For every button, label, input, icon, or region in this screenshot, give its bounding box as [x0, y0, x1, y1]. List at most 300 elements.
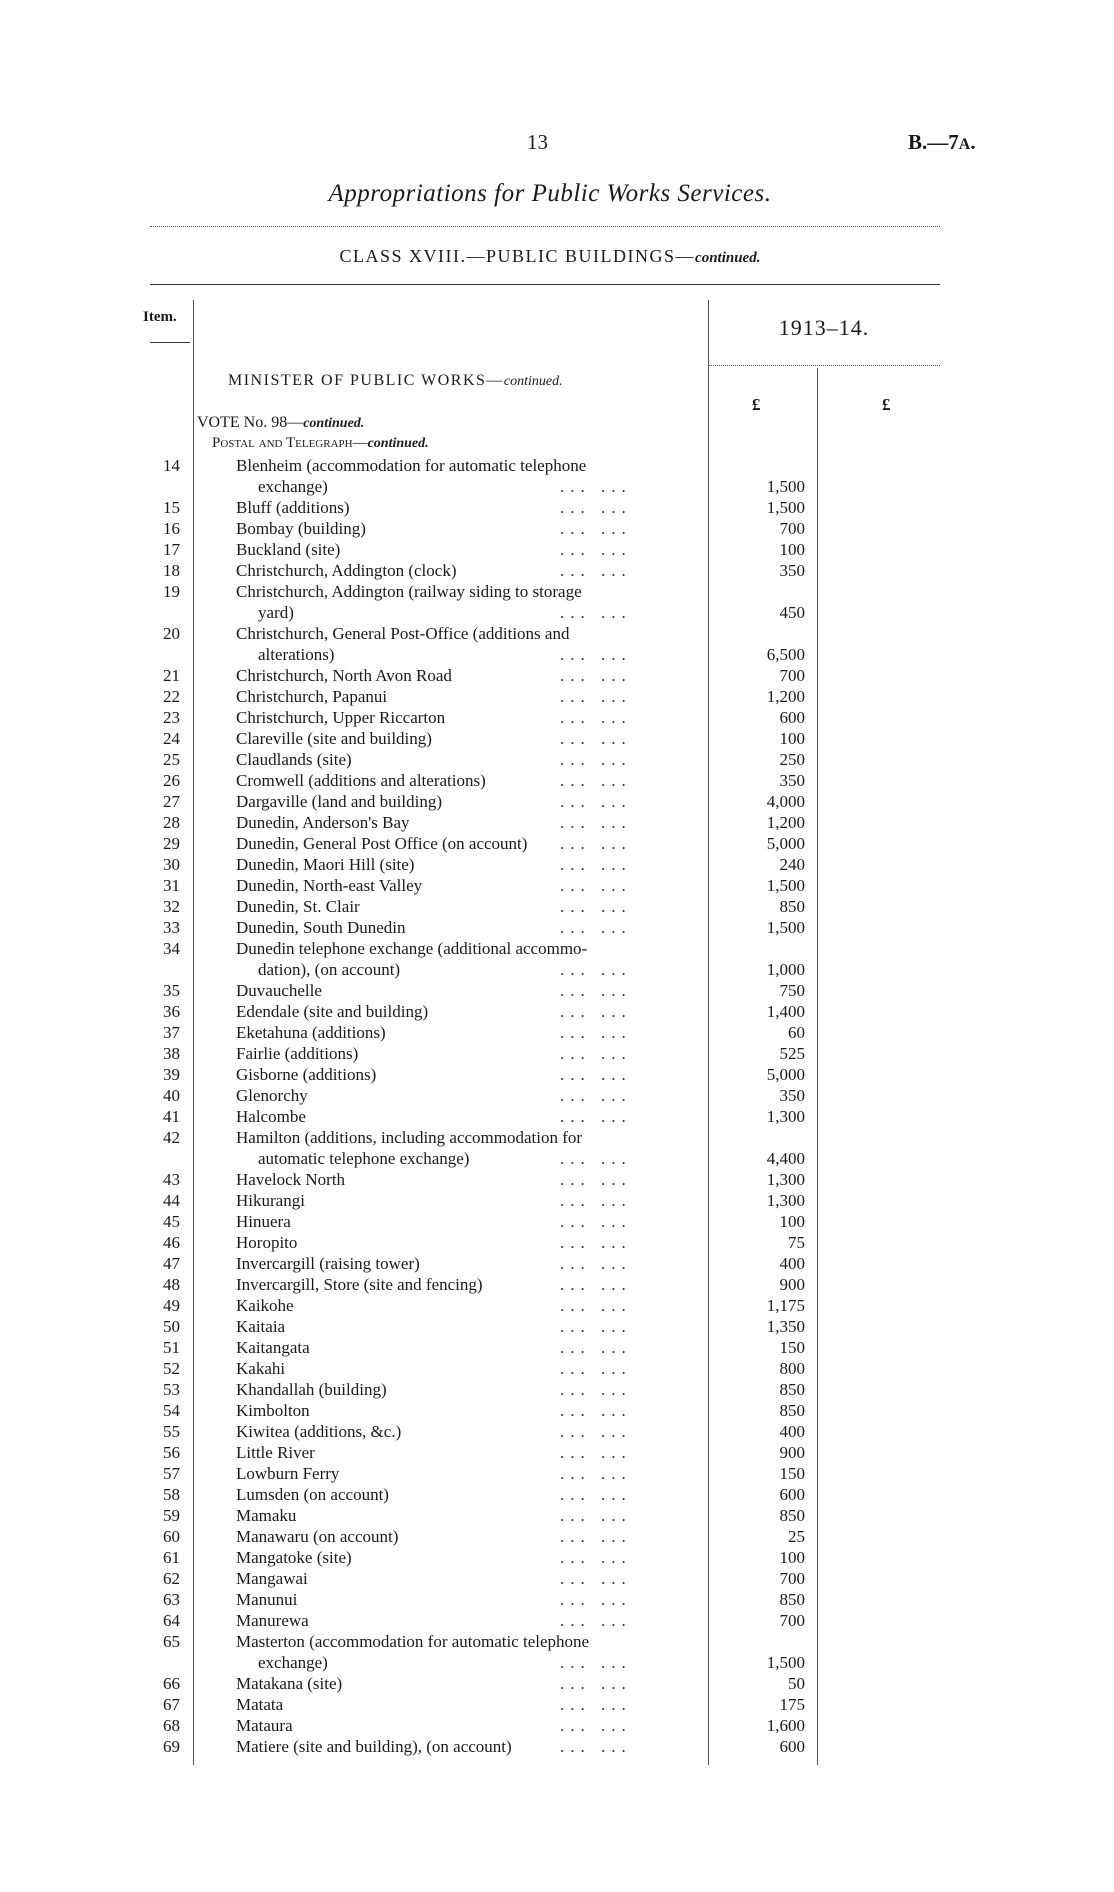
item-number: 23 — [163, 708, 180, 727]
year-heading-rule — [708, 365, 940, 366]
item-description: Manawaru (on account) — [236, 1527, 399, 1546]
item-number: 51 — [163, 1338, 180, 1357]
item-amount: 600 — [779, 1485, 805, 1504]
item-description: Little River — [236, 1443, 315, 1462]
item-amount: 850 — [779, 1506, 805, 1525]
table-row — [0, 1001, 1114, 1022]
table-row — [0, 1568, 1114, 1589]
dot-leader: ... ... — [560, 729, 632, 748]
dot-leader: ... ... — [560, 1233, 632, 1252]
dot-leader: ... ... — [560, 561, 632, 580]
item-description: Glenorchy — [236, 1086, 308, 1105]
table-row — [0, 707, 1114, 728]
dot-leader: ... ... — [560, 981, 632, 1000]
item-heading-underline — [150, 342, 190, 343]
item-description: Dunedin, Maori Hill (site) — [236, 855, 415, 874]
item-amount: 850 — [779, 1401, 805, 1420]
item-description: Halcombe — [236, 1107, 306, 1126]
dot-leader: ... ... — [560, 1380, 632, 1399]
table-row — [0, 560, 1114, 581]
item-number: 20 — [163, 624, 180, 643]
table-row — [0, 1253, 1114, 1274]
class-heading-text: CLASS XVIII.—PUBLIC BUILDINGS— — [339, 246, 696, 266]
minister-heading-text: MINISTER OF PUBLIC WORKS— — [228, 372, 504, 389]
table-row — [0, 917, 1114, 938]
item-description: Eketahuna (additions) — [236, 1023, 386, 1042]
item-number: 50 — [163, 1317, 180, 1336]
item-number: 18 — [163, 561, 180, 580]
table-row — [0, 497, 1114, 518]
page-title: Appropriations for Public Works Services. — [328, 180, 772, 207]
item-amount: 1,200 — [766, 687, 805, 706]
dot-leader: ... ... — [560, 1422, 632, 1441]
table-row — [0, 1463, 1114, 1484]
item-number: 32 — [163, 897, 180, 916]
table-row — [0, 476, 1114, 497]
item-description: Mamaku — [236, 1506, 297, 1525]
dot-leader: ... ... — [560, 477, 632, 496]
item-number: 29 — [163, 834, 180, 853]
table-row — [0, 728, 1114, 749]
dot-leader: ... ... — [560, 1506, 632, 1525]
item-description: Christchurch, Papanui — [236, 687, 388, 706]
item-amount: 1,200 — [766, 813, 805, 832]
item-description: Duvauchelle — [236, 981, 322, 1000]
page-number: 13 — [527, 130, 548, 154]
dot-leader: ... ... — [560, 603, 632, 622]
item-amount: 1,500 — [766, 918, 805, 937]
item-description: Dunedin, General Post Office (on account) — [236, 834, 528, 853]
table-row — [0, 1652, 1114, 1673]
table-row — [0, 875, 1114, 896]
table-row — [0, 1274, 1114, 1295]
item-amount: 1,350 — [766, 1317, 805, 1336]
item-number: 52 — [163, 1359, 180, 1378]
item-description: Dunedin, Anderson's Bay — [236, 813, 410, 832]
item-description: Horopito — [236, 1233, 298, 1252]
item-amount: 100 — [779, 1212, 805, 1231]
item-description: Hikurangi — [236, 1191, 305, 1210]
item-description: dation), (on account) — [258, 960, 401, 979]
item-description: Christchurch, Addington (railway siding to storage — [236, 582, 582, 601]
item-description: exchange) — [258, 1653, 328, 1672]
table-row — [0, 602, 1114, 623]
item-description: automatic telephone exchange) — [258, 1149, 470, 1168]
dot-leader: ... ... — [560, 1170, 632, 1189]
item-amount: 250 — [779, 750, 805, 769]
item-description: Matata — [236, 1695, 284, 1714]
item-amount: 850 — [779, 897, 805, 916]
item-amount: 350 — [779, 561, 805, 580]
item-description: Claudlands (site) — [236, 750, 352, 769]
item-description: Fairlie (additions) — [236, 1044, 359, 1063]
item-amount: 525 — [779, 1044, 805, 1063]
table-row — [0, 1547, 1114, 1568]
table-row — [0, 665, 1114, 686]
table-row — [0, 1337, 1114, 1358]
item-description: Lumsden (on account) — [236, 1485, 389, 1504]
item-number: 14 — [163, 456, 180, 475]
item-amount: 1,400 — [766, 1002, 805, 1021]
dot-leader: ... ... — [560, 498, 632, 517]
item-description: Christchurch, Upper Riccarton — [236, 708, 446, 727]
item-number: 46 — [163, 1233, 180, 1252]
item-amount: 1,600 — [766, 1716, 805, 1735]
item-number: 37 — [163, 1023, 180, 1042]
table-row — [0, 1505, 1114, 1526]
item-amount: 1,500 — [766, 498, 805, 517]
dot-leader: ... ... — [560, 1359, 632, 1378]
dot-leader: ... ... — [560, 1044, 632, 1063]
table-row — [0, 1715, 1114, 1736]
item-description: Dunedin, South Dunedin — [236, 918, 406, 937]
item-number: 17 — [163, 540, 180, 559]
table-row — [0, 581, 1114, 602]
item-description: Bluff (additions) — [236, 498, 350, 517]
dot-leader: ... ... — [560, 1317, 632, 1336]
item-description: Edendale (site and building) — [236, 1002, 429, 1021]
item-amount: 1,175 — [766, 1296, 805, 1315]
item-amount: 800 — [779, 1359, 805, 1378]
table-row — [0, 1190, 1114, 1211]
dot-leader: ... ... — [560, 1527, 632, 1546]
item-amount: 700 — [779, 666, 805, 685]
table-row — [0, 1064, 1114, 1085]
item-number: 42 — [163, 1128, 180, 1147]
item-description: Invercargill (raising tower) — [236, 1254, 420, 1273]
appropriations-table — [0, 455, 1114, 1757]
item-number: 54 — [163, 1401, 180, 1420]
dot-leader: ... ... — [560, 1002, 632, 1021]
item-amount: 100 — [779, 1548, 805, 1567]
item-description: Dunedin telephone exchange (additional accommo- — [236, 939, 588, 958]
item-amount: 100 — [779, 729, 805, 748]
item-number: 26 — [163, 771, 180, 790]
table-row — [0, 1736, 1114, 1757]
item-description: Buckland (site) — [236, 540, 341, 559]
item-description: Kaitangata — [236, 1338, 310, 1357]
item-description: Havelock North — [236, 1170, 346, 1189]
dot-leader: ... ... — [560, 1611, 632, 1630]
class-heading — [150, 246, 950, 267]
item-number: 47 — [163, 1254, 180, 1273]
dot-leader: ... ... — [560, 1149, 632, 1168]
item-description: Christchurch, North Avon Road — [236, 666, 452, 685]
table-row — [0, 1085, 1114, 1106]
item-number: 36 — [163, 1002, 180, 1021]
table-row — [0, 1127, 1114, 1148]
item-description: Hinuera — [236, 1212, 291, 1231]
dot-leader: ... ... — [560, 1548, 632, 1567]
dot-leader: ... ... — [560, 1254, 632, 1273]
item-number: 25 — [163, 750, 180, 769]
item-number: 24 — [163, 729, 180, 748]
dot-leader: ... ... — [560, 1485, 632, 1504]
dot-leader: ... ... — [560, 876, 632, 895]
table-row — [0, 1589, 1114, 1610]
item-amount: 700 — [779, 519, 805, 538]
item-amount: 1,500 — [766, 1653, 805, 1672]
item-number: 28 — [163, 813, 180, 832]
item-amount: 750 — [779, 981, 805, 1000]
vote-heading-continued: continued. — [303, 416, 365, 431]
dot-leader: ... ... — [560, 1023, 632, 1042]
table-row — [0, 1673, 1114, 1694]
item-description: Manurewa — [236, 1611, 309, 1630]
item-amount: 400 — [779, 1254, 805, 1273]
table-row — [0, 1295, 1114, 1316]
dot-leader: ... ... — [560, 540, 632, 559]
doc-ref-small: A — [958, 136, 971, 153]
item-description: Clareville (site and building) — [236, 729, 432, 748]
item-number: 58 — [163, 1485, 180, 1504]
item-amount: 450 — [779, 603, 805, 622]
item-description: Mataura — [236, 1716, 293, 1735]
table-row — [0, 1358, 1114, 1379]
item-description: exchange) — [258, 477, 328, 496]
item-number: 68 — [163, 1716, 180, 1735]
item-amount: 150 — [779, 1338, 805, 1357]
table-row — [0, 644, 1114, 665]
item-amount: 5,000 — [766, 1065, 805, 1084]
item-amount: 50 — [788, 1674, 805, 1693]
item-amount: 1,000 — [766, 960, 805, 979]
table-row — [0, 980, 1114, 1001]
table-row — [0, 518, 1114, 539]
table-row — [0, 791, 1114, 812]
item-description: Matakana (site) — [236, 1674, 343, 1693]
item-number: 40 — [163, 1086, 180, 1105]
item-description: Cromwell (additions and alterations) — [236, 771, 486, 790]
doc-ref-main: B.—7 — [908, 130, 959, 154]
table-row — [0, 539, 1114, 560]
item-amount: 350 — [779, 771, 805, 790]
minister-heading-continued: continued. — [503, 374, 563, 389]
table-top-rule — [150, 284, 940, 285]
minister-heading — [228, 372, 563, 390]
item-number: 30 — [163, 855, 180, 874]
item-number: 27 — [163, 792, 180, 811]
table-row — [0, 1694, 1114, 1715]
item-amount: 350 — [779, 1086, 805, 1105]
subheading-text: Postal and Telegraph— — [212, 435, 368, 451]
item-description: Mangawai — [236, 1569, 308, 1588]
table-row — [0, 1610, 1114, 1631]
item-description: Kiwitea (additions, &c.) — [236, 1422, 402, 1441]
item-number: 69 — [163, 1737, 180, 1756]
table-row — [0, 1022, 1114, 1043]
item-number: 66 — [163, 1674, 180, 1693]
table-row — [0, 1232, 1114, 1253]
year-column-heading: 1913–14. — [778, 315, 870, 340]
item-number: 15 — [163, 498, 180, 517]
item-number: 45 — [163, 1212, 180, 1231]
class-heading-continued: continued. — [695, 250, 761, 266]
dot-leader: ... ... — [560, 1590, 632, 1609]
dot-leader: ... ... — [560, 1674, 632, 1693]
dot-leader: ... ... — [560, 645, 632, 664]
item-number: 31 — [163, 876, 180, 895]
dot-leader: ... ... — [560, 960, 632, 979]
dot-leader: ... ... — [560, 1275, 632, 1294]
dot-leader: ... ... — [560, 1569, 632, 1588]
item-description: Kimbolton — [236, 1401, 310, 1420]
dot-leader: ... ... — [560, 1107, 632, 1126]
dot-leader: ... ... — [560, 1212, 632, 1231]
dot-leader: ... ... — [560, 1191, 632, 1210]
item-description: Manunui — [236, 1590, 298, 1609]
table-row — [0, 833, 1114, 854]
item-amount: 4,000 — [766, 792, 805, 811]
item-amount: 5,000 — [766, 834, 805, 853]
item-amount: 900 — [779, 1275, 805, 1294]
item-description: Christchurch, Addington (clock) — [236, 561, 457, 580]
item-number: 55 — [163, 1422, 180, 1441]
item-number: 65 — [163, 1632, 180, 1651]
table-row — [0, 938, 1114, 959]
item-description: Matiere (site and building), (on account) — [236, 1737, 512, 1756]
item-amount: 1,500 — [766, 477, 805, 496]
item-number: 48 — [163, 1275, 180, 1294]
dot-leader: ... ... — [560, 855, 632, 874]
item-number: 34 — [163, 939, 180, 958]
item-amount: 6,500 — [766, 645, 805, 664]
postal-telegraph-subheading — [212, 435, 429, 452]
item-amount: 60 — [788, 1023, 805, 1042]
item-amount: 1,300 — [766, 1191, 805, 1210]
item-amount: 1,300 — [766, 1107, 805, 1126]
item-amount: 850 — [779, 1590, 805, 1609]
item-description: Mangatoke (site) — [236, 1548, 352, 1567]
item-number: 35 — [163, 981, 180, 1000]
document-reference — [908, 130, 976, 155]
dot-leader: ... ... — [560, 1695, 632, 1714]
item-description: Gisborne (additions) — [236, 1065, 377, 1084]
dot-leader: ... ... — [560, 708, 632, 727]
item-number: 60 — [163, 1527, 180, 1546]
table-row — [0, 623, 1114, 644]
item-description: Kaitaia — [236, 1317, 286, 1336]
table-row — [0, 770, 1114, 791]
item-number: 21 — [163, 666, 180, 685]
item-amount: 700 — [779, 1569, 805, 1588]
table-row — [0, 1400, 1114, 1421]
dot-leader: ... ... — [560, 1338, 632, 1357]
item-amount: 900 — [779, 1443, 805, 1462]
item-description: Kaikohe — [236, 1296, 294, 1315]
dot-leader: ... ... — [560, 1296, 632, 1315]
dot-leader: ... ... — [560, 1716, 632, 1735]
table-row — [0, 1211, 1114, 1232]
item-amount: 4,400 — [766, 1149, 805, 1168]
item-amount: 600 — [779, 708, 805, 727]
dot-leader: ... ... — [560, 1653, 632, 1672]
table-row — [0, 812, 1114, 833]
item-amount: 400 — [779, 1422, 805, 1441]
item-number: 33 — [163, 918, 180, 937]
item-amount: 600 — [779, 1737, 805, 1756]
item-number: 44 — [163, 1191, 180, 1210]
item-amount: 75 — [788, 1233, 805, 1252]
doc-ref-end: . — [970, 130, 976, 154]
item-number: 16 — [163, 519, 180, 538]
item-description: Christchurch, General Post-Office (additions and — [236, 624, 570, 643]
dot-leader: ... ... — [560, 1443, 632, 1462]
item-number: 39 — [163, 1065, 180, 1084]
item-description: Masterton (accommodation for automatic telephone — [236, 1632, 590, 1651]
item-description: Blenheim (accommodation for automatic telephone — [236, 456, 587, 475]
table-row — [0, 1526, 1114, 1547]
item-description: Bombay (building) — [236, 519, 366, 538]
item-description: Dunedin, St. Clair — [236, 897, 360, 916]
item-number: 67 — [163, 1695, 180, 1714]
item-number: 59 — [163, 1506, 180, 1525]
dot-leader: ... ... — [560, 1401, 632, 1420]
dot-leader: ... ... — [560, 918, 632, 937]
item-amount: 150 — [779, 1464, 805, 1483]
table-row — [0, 1421, 1114, 1442]
table-row — [0, 959, 1114, 980]
item-number: 61 — [163, 1548, 180, 1567]
item-description: alterations) — [258, 645, 335, 664]
item-number: 56 — [163, 1443, 180, 1462]
item-number: 38 — [163, 1044, 180, 1063]
item-number: 43 — [163, 1170, 180, 1189]
dot-leader: ... ... — [560, 1464, 632, 1483]
table-row — [0, 1148, 1114, 1169]
vote-heading-text: VOTE No. 98— — [197, 414, 304, 431]
vote-heading — [197, 414, 364, 432]
item-description: Dunedin, North-east Valley — [236, 876, 423, 895]
dot-leader: ... ... — [560, 897, 632, 916]
item-description: Hamilton (additions, including accommodation for — [236, 1128, 583, 1147]
table-row — [0, 1484, 1114, 1505]
item-number: 62 — [163, 1569, 180, 1588]
table-row — [0, 1631, 1114, 1652]
item-number: 19 — [163, 582, 180, 601]
dot-leader: ... ... — [560, 813, 632, 832]
dot-leader: ... ... — [560, 687, 632, 706]
pound-sign-left: £ — [752, 395, 761, 414]
table-row — [0, 1379, 1114, 1400]
dot-leader: ... ... — [560, 834, 632, 853]
table-row — [0, 854, 1114, 875]
pound-sign-right: £ — [882, 395, 891, 414]
item-amount: 100 — [779, 540, 805, 559]
table-row — [0, 1106, 1114, 1127]
title-divider — [150, 226, 940, 227]
table-row — [0, 1316, 1114, 1337]
table-row — [0, 896, 1114, 917]
dot-leader: ... ... — [560, 771, 632, 790]
item-amount: 175 — [779, 1695, 805, 1714]
item-description: Lowburn Ferry — [236, 1464, 340, 1483]
item-description: yard) — [258, 603, 294, 622]
table-row — [0, 686, 1114, 707]
dot-leader: ... ... — [560, 750, 632, 769]
item-description: Khandallah (building) — [236, 1380, 387, 1399]
item-number: 64 — [163, 1611, 180, 1630]
item-amount: 850 — [779, 1380, 805, 1399]
item-number: 41 — [163, 1107, 180, 1126]
dot-leader: ... ... — [560, 792, 632, 811]
dot-leader: ... ... — [560, 1737, 632, 1756]
table-row — [0, 1169, 1114, 1190]
item-description: Dargaville (land and building) — [236, 792, 442, 811]
item-description: Kakahi — [236, 1359, 286, 1378]
item-number: 63 — [163, 1590, 180, 1609]
subheading-continued: continued. — [367, 436, 429, 451]
